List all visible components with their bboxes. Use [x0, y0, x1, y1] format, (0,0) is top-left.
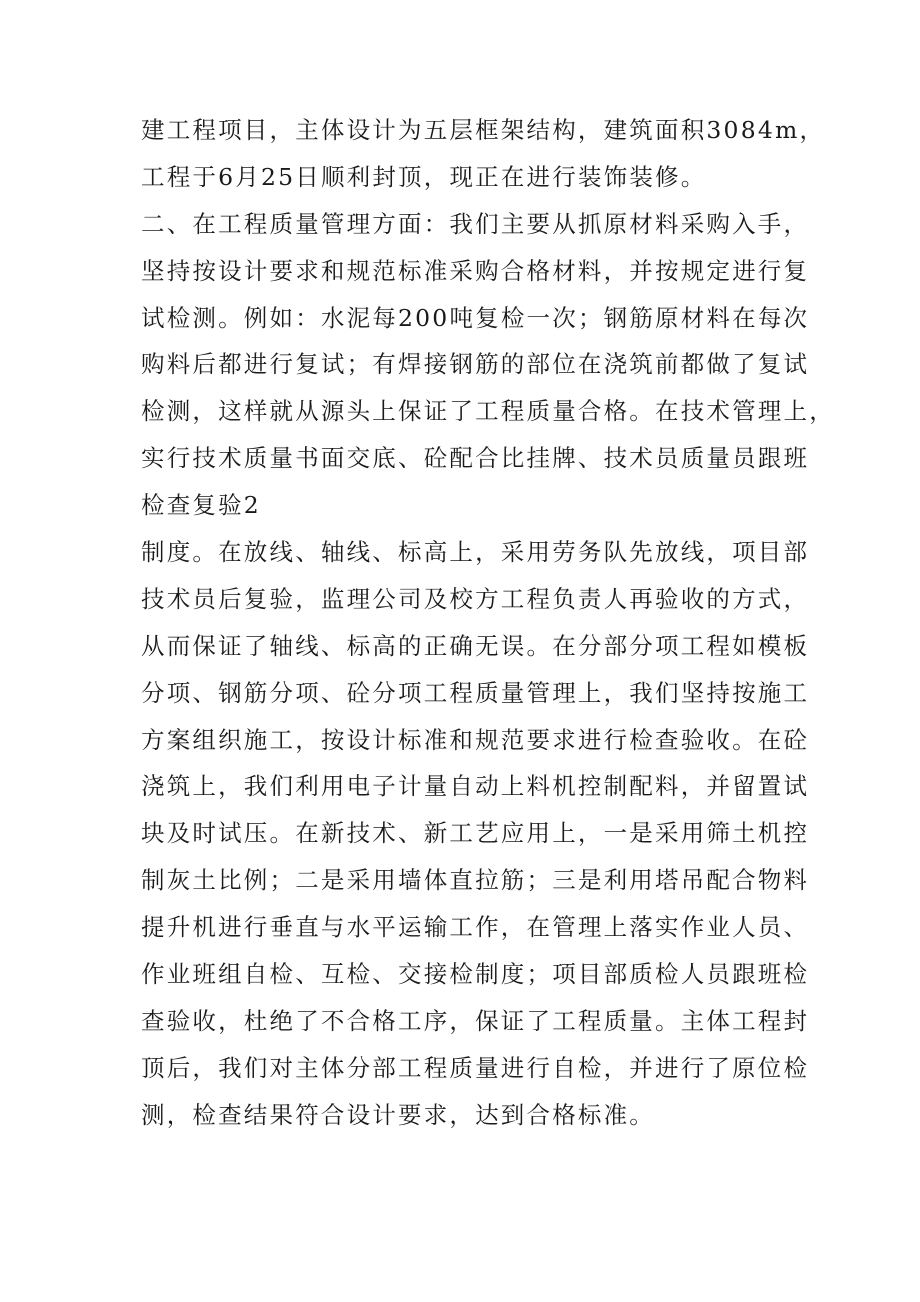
text-line: 提升机进行垂直与水平运输工作，在管理上落实作业人员、 — [141, 913, 810, 942]
text-line: 制灰土比例；二是采用墙体直拉筋；三是利用塔吊配合物料 — [141, 866, 810, 895]
text-line: 二、在工程质量管理方面：我们主要从抓原材料采购入手， — [141, 209, 810, 238]
text-line: 查验收，杜绝了不合格工序，保证了工程质量。主体工程封 — [141, 1006, 810, 1035]
text-line: 技术员后复验，监理公司及校方工程负责人再验收的方式， — [141, 584, 810, 613]
text-line: 工程于6月25日顺利封顶，现正在进行装饰装修。 — [141, 162, 707, 191]
text-line: 从而保证了轴线、标高的正确无误。在分部分项工程如模板 — [141, 631, 810, 660]
text-line: 实行技术质量书面交底、砼配合比挂牌、技术员质量员跟班 — [141, 444, 810, 473]
text-line: 块及时试压。在新技术、新工艺应用上，一是采用筛土机控 — [141, 819, 810, 848]
text-line: 分项、钢筋分项、砼分项工程质量管理上，我们坚持按施工 — [141, 678, 810, 707]
text-line: 建工程项目，主体设计为五层框架结构，建筑面积3084m， — [141, 116, 826, 144]
text-line: 作业班组自检、互检、交接检制度；项目部质检人员跟班检 — [141, 960, 810, 989]
body-text — [141, 107, 835, 1139]
text-line: 方案组织施工，按设计标准和规范要求进行检查验收。在砼 — [141, 725, 810, 754]
text-line: 购料后都进行复试；有焊接钢筋的部位在浇筑前都做了复试 — [141, 350, 810, 379]
text-line: 浇筑上，我们利用电子计量自动上料机控制配料，并留置试 — [141, 772, 810, 801]
text-line: 检查复验2 — [141, 491, 261, 520]
text-line: 测，检查结果符合设计要求，达到合格标准。 — [141, 1100, 655, 1129]
text-line: 检测，这样就从源头上保证了工程质量合格。在技术管理上， — [141, 397, 835, 426]
text-line: 制度。在放线、轴线、标高上，采用劳务队先放线，项目部 — [141, 538, 810, 567]
text-line: 试检测。例如：水泥每200吨复检一次；钢筋原材料在每次 — [141, 303, 810, 332]
text-line: 顶后，我们对主体分部工程质量进行自检，并进行了原位检 — [141, 1053, 810, 1082]
text-line: 坚持按设计要求和规范标准采购合格材料，并按规定进行复 — [141, 256, 810, 285]
